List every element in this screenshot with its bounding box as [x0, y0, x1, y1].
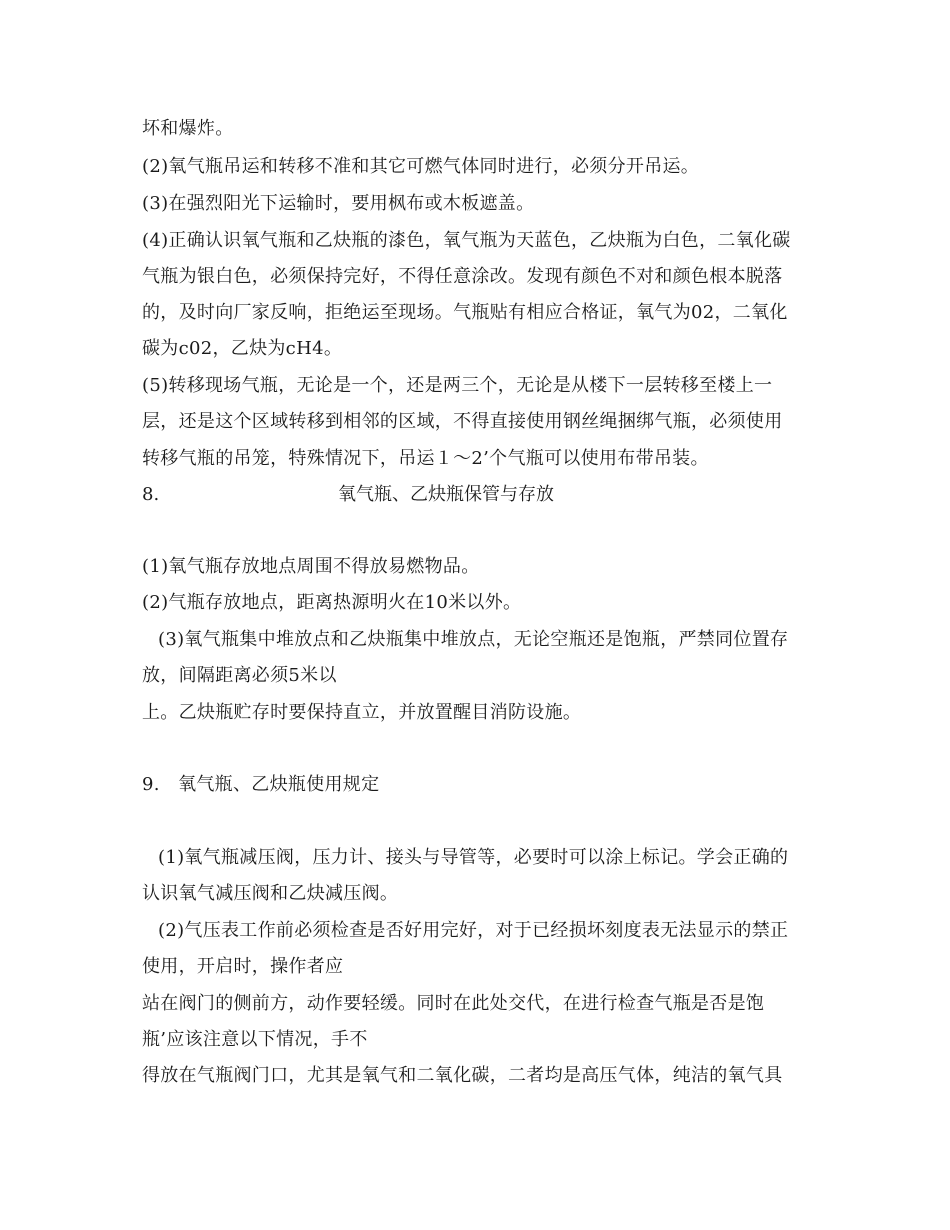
paragraph-line: (1)氧气瓶存放地点周围不得放易燃物品。: [142, 556, 480, 577]
paragraph-line: (3)氧气瓶集中堆放点和乙炔瓶集中堆放点，无论空瓶还是饱瓶，严禁同位置存: [158, 629, 789, 650]
paragraph-line: (3)在强烈阳光下运输时，要用枫布或木板遮盖。: [142, 193, 535, 214]
paragraph-line: (2)氧气瓶吊运和转移不准和其它可燃气体同时进行，必须分开吊运。: [142, 156, 700, 177]
section-8-number: 8.: [142, 484, 160, 505]
paragraph-line: 站在阀门的侧前方，动作要轻缓。同时在此处交代，在进行检查气瓶是否是饱: [142, 993, 765, 1014]
paragraph-line: 认识氧气减压阀和乙炔减压阀。: [142, 883, 399, 904]
paragraph-line: 气瓶为银白色，必须保持完好，不得任意涂改。发现有颜色不对和颜色根本脱落: [142, 266, 783, 287]
paragraph-line: 层，还是这个区域转移到相邻的区域，不得直接使用钢丝绳捆绑气瓶，必须使用: [142, 411, 783, 432]
paragraph-line: (5)转移现场气瓶，无论是一个，还是两三个，无论是从楼下一层转移至楼上一: [142, 375, 773, 396]
paragraph-line: 使用，开启时，操作者应: [142, 956, 344, 977]
section-8-title: 氧气瓶、乙炔瓶保管与存放: [338, 484, 554, 505]
paragraph-line: 上。乙炔瓶贮存时要保持直立，并放置醒目消防设施。: [142, 702, 582, 723]
paragraph-line: (2)气瓶存放地点，距离热源明火在10米以外。: [142, 592, 522, 613]
paragraph-line: 放，间隔距离必须5米以: [142, 665, 337, 686]
paragraph-line: 瓶’应该注意以下情况，手不: [142, 1029, 368, 1050]
paragraph-line: (1)氧气瓶减压阀，压力计、接头与导管等，必要时可以涂上标记。学会正确的: [158, 847, 789, 868]
paragraph-line: 转移气瓶的吊笼，特殊情况下，吊运１～2’个气瓶可以使用布带吊装。: [142, 448, 709, 469]
paragraph-line: 坏和爆炸。: [142, 118, 234, 139]
paragraph-line: (4)正确认识氧气瓶和乙炔瓶的漆色，氧气瓶为天蓝色，乙炔瓶为白色，二氧化碳: [142, 230, 791, 251]
paragraph-line: 的，及时向厂家反响，拒绝运至现场。气瓶贴有相应合格证，氧气为02，二氧化: [142, 302, 788, 323]
paragraph-line: 得放在气瓶阀门口，尤其是氧气和二氧化碳，二者均是高压气体，纯洁的氧气具: [142, 1065, 783, 1086]
paragraph-line: 碳为c02，乙炔为cH4。: [142, 338, 343, 359]
section-9-heading: 9. 氧气瓶、乙炔瓶使用规定: [142, 774, 380, 795]
paragraph-line: (2)气压表工作前必须检查是否好用完好，对于已经损坏刻度表无法显示的禁正: [158, 920, 789, 941]
